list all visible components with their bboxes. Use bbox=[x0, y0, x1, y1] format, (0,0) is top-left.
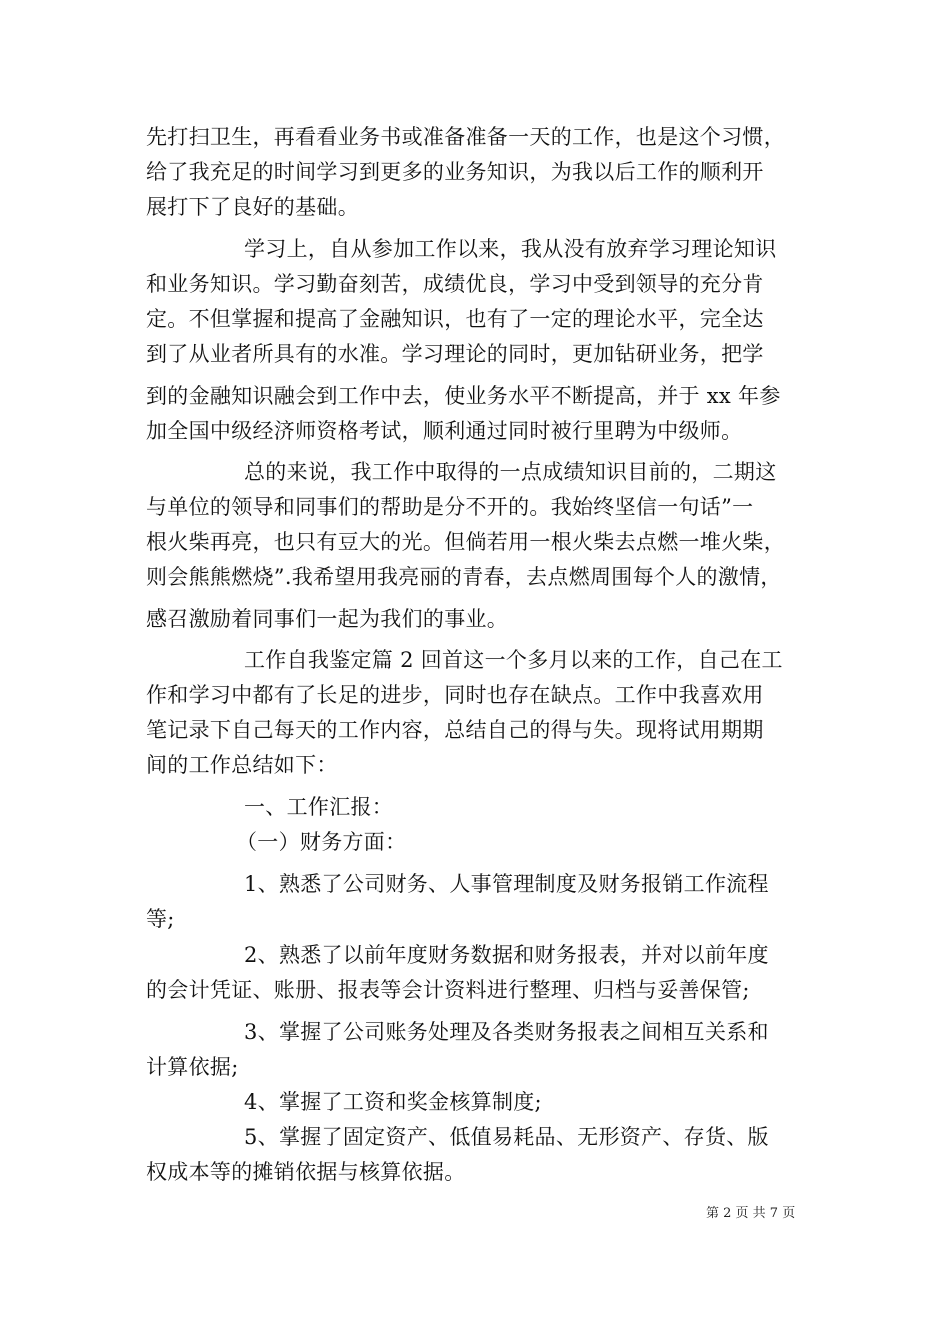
text-line: 根火柴再亮，也只有豆大的光。但倘若用一根火柴去点燃一堆火柴， bbox=[146, 530, 785, 554]
page-number-footer: 第 2 页 共 7 页 bbox=[706, 1206, 796, 1221]
text-line: 加全国中级经济师资格考试，顺利通过同时被行里聘为中级师。 bbox=[146, 419, 743, 443]
list-item-continuation: 权成本等的摊销依据与核算依据。 bbox=[146, 1160, 466, 1184]
paragraph-start-line: 工作自我鉴定篇 2 回首这一个多月以来的工作，自己在工 bbox=[244, 648, 783, 672]
text-line: 到的金融知识融会到工作中去，使业务水平不断提高，并于 xx 年参 bbox=[146, 384, 781, 408]
text-line: 展打下了良好的基础。 bbox=[146, 195, 359, 219]
section-heading: 一、工作汇报： bbox=[244, 795, 394, 819]
text-line: 给了我充足的时间学习到更多的业务知识，为我以后工作的顺利开 bbox=[146, 160, 764, 184]
list-item-continuation: 的会计凭证、账册、报表等会计资料进行整理、归档与妥善保管; bbox=[146, 978, 750, 1002]
paragraph-start-line: 总的来说，我工作中取得的一点成绩知识目前的，二期这 bbox=[244, 460, 777, 484]
list-item: 3、掌握了公司账务处理及各类财务报表之间相互关系和 bbox=[244, 1020, 769, 1044]
text-line: 作和学习中都有了长足的进步，同时也存在缺点。工作中我喜欢用 bbox=[146, 683, 764, 707]
text-line: 定。不但掌握和提高了金融知识，也有了一定的理论水平，完全达 bbox=[146, 307, 764, 331]
text-line: 则会熊熊燃烧”.我希望用我亮丽的青春，去点燃周围每个人的激情， bbox=[146, 565, 782, 589]
text-line: 与单位的领导和同事们的帮助是分不开的。我始终坚信一句话”一 bbox=[146, 495, 754, 519]
text-line: 和业务知识。学习勤奋刻苦，成绩优良，学习中受到领导的充分肯 bbox=[146, 272, 764, 296]
text-line: 到了从业者所具有的水准。学习理论的同时，更加钻研业务，把学 bbox=[146, 342, 764, 366]
subsection-heading: （一）财务方面： bbox=[236, 830, 407, 854]
list-item: 5、掌握了固定资产、低值易耗品、无形资产、存货、版 bbox=[244, 1125, 769, 1149]
text-line: 先打扫卫生，再看看业务书或准备准备一天的工作，也是这个习惯， bbox=[146, 125, 785, 149]
text-line: 间的工作总结如下： bbox=[146, 753, 338, 777]
text-line: 笔记录下自己每天的工作内容，总结自己的得与失。现将试用期期 bbox=[146, 718, 764, 742]
list-item: 4、掌握了工资和奖金核算制度; bbox=[244, 1090, 542, 1114]
list-item-continuation: 计算依据; bbox=[146, 1055, 239, 1079]
paragraph-start-line: 学习上，自从参加工作以来，我从没有放弃学习理论知识 bbox=[244, 237, 777, 261]
list-item: 1、熟悉了公司财务、人事管理制度及财务报销工作流程 bbox=[244, 872, 769, 896]
list-item: 2、熟悉了以前年度财务数据和财务报表，并对以前年度 bbox=[244, 943, 769, 967]
list-item-continuation: 等; bbox=[146, 907, 175, 931]
text-line: 感召激励着同事们一起为我们的事业。 bbox=[146, 607, 509, 631]
